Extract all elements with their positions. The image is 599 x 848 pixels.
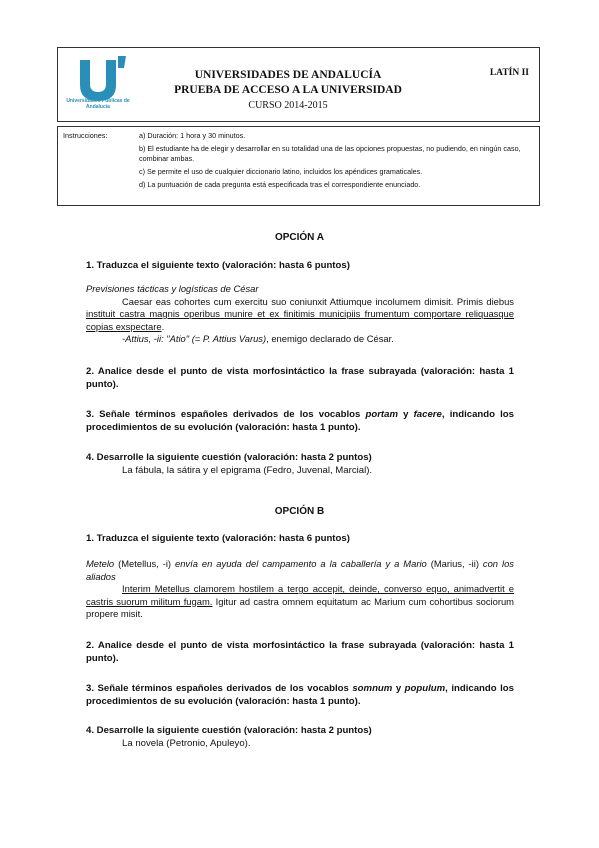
instructions-label: Instrucciones:: [63, 131, 108, 140]
option-b-context: [86, 558, 514, 583]
note-explanation: , enemigo declarado de César.: [266, 333, 394, 344]
option-b-q1: 1. Traduzca el siguiente texto (valoración: hasta 6 puntos): [86, 533, 350, 544]
q3-text-end: , indicando los procedimientos de su evolución (valoración: hasta 1 punto).: [86, 683, 514, 707]
q3-conj: y: [392, 683, 405, 694]
option-a-q2: 2. Analice desde el punto de vista morfosintáctico la frase subrayada (valoración: hasta 1 punto).: [86, 366, 514, 390]
q3-word-2: populum: [404, 683, 446, 694]
option-a-text: [86, 283, 514, 346]
option-b-q3: [86, 682, 514, 708]
option-b-text: [86, 558, 514, 621]
header-box: [57, 47, 540, 122]
header-line-1: UNIVERSIDADES DE ANDALUCÍA: [194, 69, 382, 81]
subject-label: LATÍN II: [489, 68, 529, 78]
note-gloss: -Attius, -ii: "Atio" (= P. Attius Varus): [122, 333, 267, 344]
option-a-note: [86, 333, 514, 346]
instruction-item: c) Se permite el uso de cualquier diccionario latino, incluidos los apéndices gramaticales.: [139, 166, 423, 176]
instructions-box: [57, 126, 540, 206]
option-a-latin: [86, 296, 514, 334]
header-title: [158, 68, 418, 113]
ctx-part: envía en ayuda del campamento a la caballería y a Mario: [175, 558, 427, 569]
latin-underlined: Interim Metellus clamorem hostilem a tergo accepit, deinde, converso equo, animadvertit e castris suorum militum fugam.: [86, 583, 514, 607]
option-b-title: OPCIÓN B: [274, 506, 325, 517]
latin-underlined: instituit castra magnis operibus munire et ex finitimis municipiis frumentum comportare reliquasque copias exspectare: [86, 308, 514, 332]
q4-topic: La novela (Petronio, Apuleyo).: [122, 738, 251, 749]
logo-caption: Universidades Públicas de Andalucía: [66, 98, 130, 110]
ctx-part: (Marius, -ii): [426, 558, 483, 569]
option-b-q4: [86, 724, 514, 750]
option-a-q3: [86, 408, 514, 434]
q3-text: 3. Señale términos españoles derivados de los vocablos: [86, 409, 366, 420]
ctx-part: (Metellus, -i): [114, 558, 175, 569]
option-a-text-title: Previsiones tácticas y logísticas de César: [86, 283, 259, 294]
q3-word-1: portam: [365, 409, 398, 420]
ctx-part: con los aliados: [86, 558, 514, 582]
q4-topic: La fábula, la sátira y el epigrama (Fedro, Juvenal, Marcial).: [122, 465, 373, 476]
instruction-item: a) Duración: 1 hora y 30 minutos.: [139, 131, 246, 140]
q4-heading: 4. Desarrolle la siguiente cuestión (valoración: hasta 2 puntos): [86, 452, 372, 463]
latin-text-end: .: [161, 320, 165, 332]
option-a-q4: [86, 451, 514, 477]
header-course: CURSO 2014-2015: [248, 100, 328, 111]
instruction-item: d) La puntuación de cada pregunta está especificada tras el correspondiente enunciado.: [139, 179, 421, 189]
header-line-2: PRUEBA DE ACCESO A LA UNIVERSIDAD: [174, 84, 402, 96]
option-b-q2: 2. Analice desde el punto de vista morfosintáctico la frase subrayada (valoración: hasta 1 punto).: [86, 640, 514, 664]
ctx-part: Metelo: [86, 558, 115, 569]
latin-text: Igitur ad castra omnem equitatum ac Marium cum cohortibus sociorum propere misit.: [86, 595, 514, 619]
q3-word-1: somnum: [352, 683, 393, 694]
q4-heading: 4. Desarrolle la siguiente cuestión (valoración: hasta 2 puntos): [86, 725, 372, 736]
q3-conj: y: [397, 409, 414, 420]
latin-text: Caesar eas cohortes cum exercitu suo coniunxit Attiumque incolumem dimisit. Primis diebus: [122, 295, 514, 307]
instruction-item: b) El estudiante ha de elegir y desarrollar en su totalidad una de las opciones propuestas, no pudiendo, en ningún caso, combinar ambas.: [139, 144, 521, 163]
option-a-q1: 1. Traduzca el siguiente texto (valoración: hasta 6 puntos): [86, 260, 350, 271]
q3-word-2: facere: [413, 409, 442, 420]
option-a-title: OPCIÓN A: [274, 232, 325, 243]
option-b-latin: [86, 583, 514, 621]
q3-text: 3. Señale términos españoles derivados de los vocablos: [86, 683, 353, 694]
q3-text-end: , indicando los procedimientos de su evolución (valoración: hasta 1 punto).: [86, 409, 514, 433]
instructions-list: [139, 131, 534, 193]
